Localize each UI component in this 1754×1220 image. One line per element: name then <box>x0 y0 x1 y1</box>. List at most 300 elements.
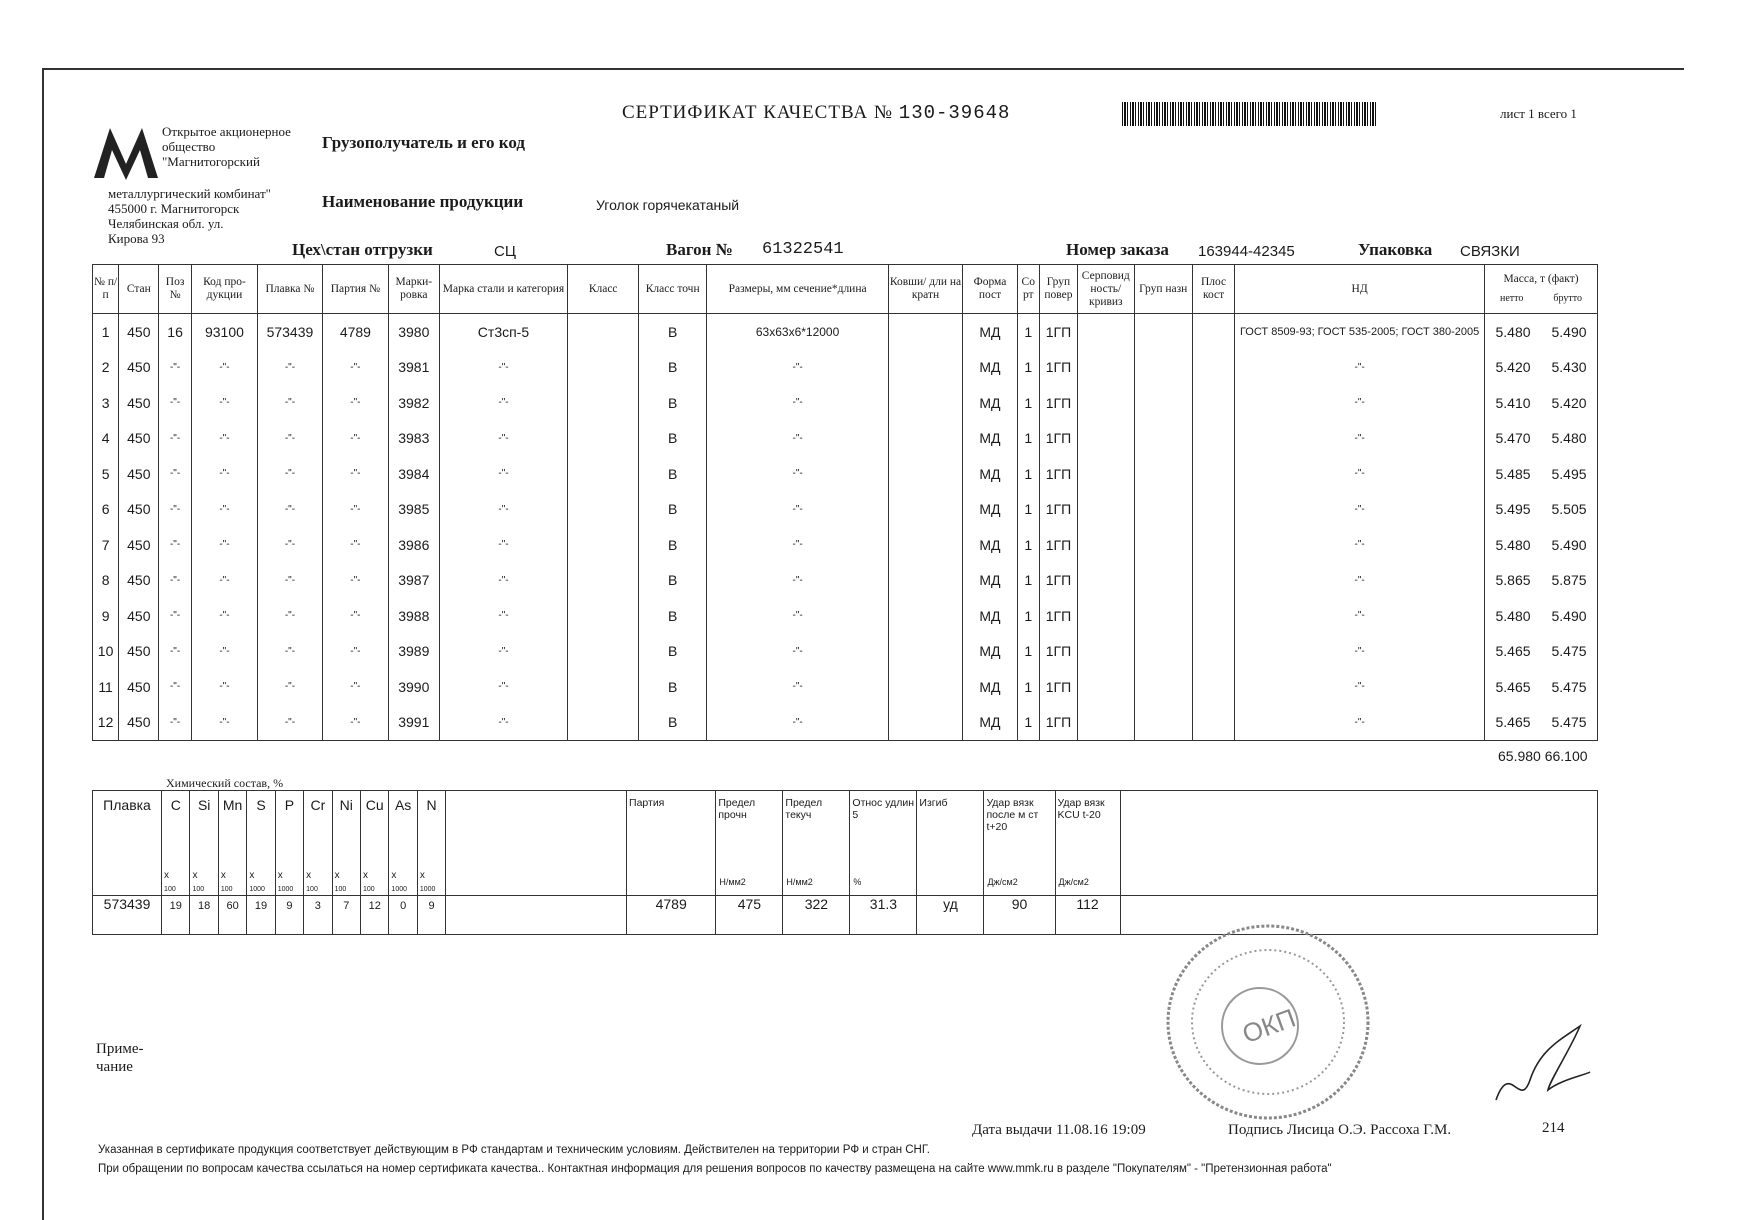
netto-cell: 5.410 <box>1495 394 1531 411</box>
cell-empty <box>1134 385 1192 421</box>
cell-nd: -"- <box>1235 421 1485 457</box>
cell-plavka: -"- <box>258 705 322 741</box>
mass-cell <box>1485 492 1598 528</box>
cell-nd: -"- <box>1235 350 1485 386</box>
plavka-label: Плавка <box>103 797 151 813</box>
mech-header <box>917 791 984 896</box>
cell-sort: 1 <box>1017 527 1039 563</box>
element-scale: 1000 <box>391 886 407 893</box>
cell-empty <box>568 634 639 670</box>
col-header: Поз № <box>159 265 191 314</box>
cell-forma: МД <box>963 385 1017 421</box>
mass-cell <box>1485 421 1598 457</box>
cell-kod: -"- <box>191 492 257 528</box>
cell-size: 63х63х6*12000 <box>707 314 888 350</box>
chem-value <box>218 896 246 935</box>
col-header: Плавка № <box>258 265 322 314</box>
cell-steel: -"- <box>439 421 568 457</box>
packing-label: Упаковка <box>1358 240 1433 259</box>
signature-scribble <box>1490 1020 1600 1110</box>
element-value: 9 <box>286 900 293 912</box>
col-header: Размеры, мм сечение*длина <box>707 265 888 314</box>
element-value: 12 <box>368 900 381 912</box>
cell-empty <box>568 421 639 457</box>
chem-value <box>247 896 275 935</box>
cell-empty <box>1192 705 1234 741</box>
netto-label: нетто <box>1500 293 1524 304</box>
cell-nd: -"- <box>1235 598 1485 634</box>
cell-sort: 1 <box>1017 634 1039 670</box>
element-label: P <box>284 797 295 813</box>
col-header: Ковши/ дли на кратн <box>888 265 963 314</box>
cell-empty <box>888 705 963 741</box>
mech-value: уд <box>943 896 958 912</box>
cell-forma: МД <box>963 634 1017 670</box>
signature-number: 214 <box>1542 1120 1565 1136</box>
cell-n: 2 <box>93 350 119 386</box>
cell-partiya: -"- <box>322 421 388 457</box>
cell-empty <box>568 563 639 599</box>
cell-forma: МД <box>963 669 1017 705</box>
cell-mark: 3987 <box>389 563 439 599</box>
mech-value <box>850 896 917 935</box>
chem-element-header: S x 1000 <box>247 791 275 896</box>
cell-mark: 3986 <box>389 527 439 563</box>
cell-size: -"- <box>707 634 888 670</box>
cell-empty <box>1134 669 1192 705</box>
cell-partiya: -"- <box>322 385 388 421</box>
cell-partiya: -"- <box>322 634 388 670</box>
cell-kod: 93100 <box>191 314 257 350</box>
main-table <box>92 264 1598 741</box>
cell-empty <box>568 669 639 705</box>
chem-spacer <box>446 791 627 896</box>
chem-value <box>389 896 417 935</box>
brutto-cell: 5.480 <box>1551 430 1587 447</box>
cell-mark: 3991 <box>389 705 439 741</box>
element-label: C <box>170 797 181 813</box>
cell-mark: 3980 <box>389 314 439 350</box>
mech-label: Относ удлин 5 <box>852 797 915 821</box>
element-value: 3 <box>314 900 321 912</box>
cell-size: -"- <box>707 421 888 457</box>
element-value: 7 <box>343 900 350 912</box>
footer-line-2: При обращении по вопросам качества ссылаться на номер сертификата качества.. Контактная информация для решения вопросов по качеству размещена на сайте www.mmk.ru в разделе "Покупателям" - "Претензионная работа" <box>98 1163 1332 1175</box>
element-scale: 100 <box>363 886 375 893</box>
mass-cell <box>1485 456 1598 492</box>
cell-stan: 450 <box>119 669 159 705</box>
cell-plavka: 573439 <box>258 314 322 350</box>
okp-stamp <box>1160 918 1380 1128</box>
cell-forma: МД <box>963 492 1017 528</box>
cell-kod: -"- <box>191 705 257 741</box>
chem-spacer <box>1120 791 1598 896</box>
issue-date-value: 11.08.16 19:09 <box>1055 1122 1146 1138</box>
cell-stan: 450 <box>119 598 159 634</box>
mech-header <box>1055 791 1120 896</box>
cell-empty <box>568 492 639 528</box>
cell-kl: В <box>638 314 707 350</box>
col-header: Код про-дукции <box>191 265 257 314</box>
table-row <box>93 385 1598 421</box>
cell-nd: -"- <box>1235 456 1485 492</box>
chem-element-header: As x 1000 <box>389 791 417 896</box>
note-label: Приме- чание <box>96 1041 144 1075</box>
cell-sort: 1 <box>1017 350 1039 386</box>
col-header: Партия № <box>322 265 388 314</box>
chem-value <box>304 896 332 935</box>
mass-cell <box>1485 669 1598 705</box>
cell-poz: -"- <box>159 456 191 492</box>
cell-grp: 1ГП <box>1039 527 1077 563</box>
mech-unit: Дж/см2 <box>1058 877 1089 887</box>
mech-header <box>783 791 850 896</box>
element-label: As <box>394 797 412 813</box>
cell-poz: -"- <box>159 385 191 421</box>
cell-grp: 1ГП <box>1039 669 1077 705</box>
cell-kod: -"- <box>191 563 257 599</box>
packing-value: СВЯЗКИ <box>1460 243 1520 260</box>
netto-cell: 5.470 <box>1495 430 1531 447</box>
netto-cell: 5.420 <box>1495 359 1531 376</box>
cell-n: 11 <box>93 669 119 705</box>
chem-plavka-value <box>93 896 162 935</box>
cell-plavka: -"- <box>258 456 322 492</box>
table-row <box>93 527 1598 563</box>
cell-forma: МД <box>963 598 1017 634</box>
element-value: 60 <box>226 900 239 912</box>
chem-value <box>275 896 303 935</box>
cell-stan: 450 <box>119 634 159 670</box>
cell-sort: 1 <box>1017 563 1039 599</box>
cell-empty <box>1192 456 1234 492</box>
cell-empty <box>888 421 963 457</box>
cell-empty <box>1078 563 1134 599</box>
mass-title: Масса, т (факт) <box>1503 273 1579 285</box>
cell-kod: -"- <box>191 669 257 705</box>
col-header: НД <box>1235 265 1485 314</box>
cell-empty <box>568 705 639 741</box>
cell-empty <box>888 527 963 563</box>
chem-element-header: C x 100 <box>162 791 190 896</box>
cell-poz: -"- <box>159 705 191 741</box>
cell-nd: -"- <box>1235 563 1485 599</box>
cell-plavka: -"- <box>258 598 322 634</box>
cell-empty <box>888 492 963 528</box>
cell-empty <box>1192 669 1234 705</box>
cell-empty <box>888 669 963 705</box>
cell-poz: 16 <box>159 314 191 350</box>
cell-partiya: -"- <box>322 527 388 563</box>
cell-forma: МД <box>963 705 1017 741</box>
cell-kod: -"- <box>191 598 257 634</box>
plavka-value: 573439 <box>103 896 151 912</box>
cell-size: -"- <box>707 669 888 705</box>
cell-mark: 3981 <box>389 350 439 386</box>
cell-steel: -"- <box>439 456 568 492</box>
mech-value: 4789 <box>655 896 687 912</box>
cell-kl: В <box>638 669 707 705</box>
product-value: Уголок горячекатаный <box>596 197 740 213</box>
netto-cell: 5.485 <box>1495 465 1531 482</box>
mech-label: Удар вязк после м ст t+20 <box>986 797 1039 833</box>
cell-forma: МД <box>963 421 1017 457</box>
cell-empty <box>1134 456 1192 492</box>
cell-grp: 1ГП <box>1039 314 1077 350</box>
mech-unit: Н/мм2 <box>786 877 813 887</box>
cell-partiya: -"- <box>322 492 388 528</box>
cell-empty <box>888 598 963 634</box>
col-header: Плос кост <box>1192 265 1234 314</box>
cell-empty <box>1192 492 1234 528</box>
cell-poz: -"- <box>159 421 191 457</box>
brutto-label: брутто <box>1553 293 1582 304</box>
stamp-text: ОКП <box>1238 1002 1300 1050</box>
certificate-title: СЕРТИФИКАТ КАЧЕСТВА № 130-39648 <box>622 102 1011 124</box>
cell-empty <box>1192 350 1234 386</box>
element-scale: 100 <box>192 886 205 893</box>
cell-empty <box>568 456 639 492</box>
shop-value: СЦ <box>494 243 516 260</box>
cell-mark: 3984 <box>389 456 439 492</box>
cell-kl: В <box>638 456 707 492</box>
cell-kl: В <box>638 385 707 421</box>
cell-n: 1 <box>93 314 119 350</box>
chem-element-header: Ni x 100 <box>332 791 360 896</box>
cell-mark: 3990 <box>389 669 439 705</box>
main-table-header <box>93 265 1598 314</box>
cell-empty <box>1078 456 1134 492</box>
netto-cell: 5.465 <box>1495 714 1531 731</box>
cell-sort: 1 <box>1017 669 1039 705</box>
cell-kl: В <box>638 598 707 634</box>
cell-size: -"- <box>707 705 888 741</box>
mech-value <box>783 896 850 935</box>
cell-poz: -"- <box>159 527 191 563</box>
cell-empty <box>1078 527 1134 563</box>
cell-grp: 1ГП <box>1039 634 1077 670</box>
element-value: 19 <box>254 900 268 912</box>
cell-empty <box>1134 421 1192 457</box>
footer-line-1: Указанная в сертификате продукция соответствует действующим в РФ стандартам и техническим условиям. Действителен на территории РФ и стран СНГ. <box>98 1144 930 1156</box>
mech-value <box>984 896 1055 935</box>
netto-cell: 5.465 <box>1495 643 1531 660</box>
brutto-cell: 5.875 <box>1551 572 1587 589</box>
netto-cell: 5.480 <box>1495 536 1531 553</box>
cell-steel: -"- <box>439 527 568 563</box>
mech-value <box>627 896 716 935</box>
wagon-value: 61322541 <box>762 240 844 259</box>
cell-forma: МД <box>963 350 1017 386</box>
brutto-cell: 5.490 <box>1551 536 1587 553</box>
col-header: Стан <box>119 265 159 314</box>
brutto-cell: 5.490 <box>1551 607 1587 624</box>
netto-cell: 5.495 <box>1495 501 1531 518</box>
mass-cell <box>1485 385 1598 421</box>
cell-nd: -"- <box>1235 669 1485 705</box>
cell-stan: 450 <box>119 314 159 350</box>
cell-poz: -"- <box>159 563 191 599</box>
cell-empty <box>888 563 963 599</box>
cell-plavka: -"- <box>258 385 322 421</box>
brutto-cell: 5.490 <box>1551 323 1587 340</box>
issue-date-label: Дата выдачи <box>972 1122 1053 1138</box>
cell-empty <box>888 314 963 350</box>
mech-value: 112 <box>1076 896 1099 912</box>
cell-mark: 3985 <box>389 492 439 528</box>
cell-steel: -"- <box>439 705 568 741</box>
cell-stan: 450 <box>119 492 159 528</box>
brutto-cell: 5.495 <box>1551 465 1587 482</box>
cell-stan: 450 <box>119 705 159 741</box>
element-label: Mn <box>222 797 243 813</box>
mass-cell <box>1485 350 1598 386</box>
chem-element-header: P x 1000 <box>275 791 303 896</box>
cell-empty <box>568 314 639 350</box>
barcode <box>1122 102 1378 126</box>
cell-grp: 1ГП <box>1039 492 1077 528</box>
brutto-cell: 5.475 <box>1551 678 1587 695</box>
cell-empty <box>568 598 639 634</box>
brutto-cell: 5.475 <box>1551 714 1587 731</box>
mass-cell <box>1485 705 1598 741</box>
cell-steel: -"- <box>439 385 568 421</box>
element-label: N <box>426 797 437 813</box>
cell-kod: -"- <box>191 456 257 492</box>
cell-size: -"- <box>707 598 888 634</box>
chem-value <box>332 896 360 935</box>
cell-empty <box>1078 598 1134 634</box>
cell-sort: 1 <box>1017 456 1039 492</box>
cell-stan: 450 <box>119 527 159 563</box>
netto-cell: 5.480 <box>1495 323 1531 340</box>
sheet-count: лист 1 всего 1 <box>1500 106 1577 121</box>
cell-empty <box>568 385 639 421</box>
cell-forma: МД <box>963 563 1017 599</box>
table-row <box>93 314 1598 350</box>
cell-empty <box>1134 634 1192 670</box>
cell-empty <box>1134 527 1192 563</box>
chem-value <box>190 896 218 935</box>
cell-empty <box>1078 669 1134 705</box>
table-row <box>93 456 1598 492</box>
mmk-logo <box>92 124 160 180</box>
cell-empty <box>1134 314 1192 350</box>
table-row <box>93 563 1598 599</box>
table-row <box>93 350 1598 386</box>
element-value: 0 <box>400 900 407 912</box>
cell-stan: 450 <box>119 456 159 492</box>
cell-poz: -"- <box>159 492 191 528</box>
mech-unit: % <box>853 877 862 887</box>
signature-label: Подпись <box>1228 1122 1284 1138</box>
cell-steel: -"- <box>439 350 568 386</box>
cell-steel: -"- <box>439 492 568 528</box>
total-netto: 65.980 <box>1498 748 1541 764</box>
element-scale: 1000 <box>419 886 436 893</box>
company-address-2: металлургический комбинат" 455000 г. Магнитогорск Челябинская обл. ул. Кирова 93 <box>108 186 271 246</box>
cell-grp: 1ГП <box>1039 385 1077 421</box>
cell-poz: -"- <box>159 634 191 670</box>
cell-size: -"- <box>707 385 888 421</box>
cell-grp: 1ГП <box>1039 705 1077 741</box>
cell-size: -"- <box>707 456 888 492</box>
cell-size: -"- <box>707 492 888 528</box>
cell-mark: 3988 <box>389 598 439 634</box>
mech-value: 322 <box>804 896 829 912</box>
cell-kl: В <box>638 527 707 563</box>
cell-kl: В <box>638 634 707 670</box>
cell-empty <box>888 385 963 421</box>
wagon-label: Вагон № <box>666 240 733 259</box>
mech-header <box>984 791 1055 896</box>
cell-grp: 1ГП <box>1039 456 1077 492</box>
chem-table <box>92 790 1598 935</box>
element-scale: 1000 <box>277 886 294 893</box>
cell-empty <box>1078 492 1134 528</box>
table-row <box>93 492 1598 528</box>
chem-element-header: Cu x 100 <box>361 791 389 896</box>
cell-sort: 1 <box>1017 385 1039 421</box>
cell-size: -"- <box>707 527 888 563</box>
element-scale: 100 <box>220 886 233 893</box>
col-header: Груп назн <box>1134 265 1192 314</box>
col-header: Форма пост <box>963 265 1017 314</box>
mech-value <box>917 896 984 935</box>
col-header: Груп повер <box>1039 265 1077 314</box>
netto-cell: 5.865 <box>1495 572 1531 589</box>
cell-kod: -"- <box>191 350 257 386</box>
chem-element-header: Mn x 100 <box>218 791 246 896</box>
netto-cell: 5.465 <box>1495 678 1531 695</box>
cell-forma: МД <box>963 314 1017 350</box>
cell-empty <box>1134 598 1192 634</box>
chem-value <box>361 896 389 935</box>
col-header: Марки-ровка <box>389 265 439 314</box>
cell-grp: 1ГП <box>1039 350 1077 386</box>
col-header: Серповид ность/кривиз <box>1078 265 1134 314</box>
cell-kl: В <box>638 492 707 528</box>
element-label: Cr <box>310 797 326 813</box>
signers: Лисица О.Э. Рассоха Г.М. <box>1286 1122 1452 1138</box>
cell-nd: -"- <box>1235 634 1485 670</box>
brutto-cell: 5.430 <box>1551 359 1587 376</box>
order-label: Номер заказа <box>1066 240 1169 259</box>
cell-partiya: -"- <box>322 563 388 599</box>
cell-empty <box>568 527 639 563</box>
mass-header <box>1485 265 1598 314</box>
cell-empty <box>1134 492 1192 528</box>
cell-empty <box>1192 385 1234 421</box>
col-header: № п/п <box>93 265 119 314</box>
table-row <box>93 598 1598 634</box>
cell-partiya: -"- <box>322 350 388 386</box>
cell-n: 7 <box>93 527 119 563</box>
cell-size: -"- <box>707 563 888 599</box>
cell-steel: -"- <box>439 669 568 705</box>
cell-steel: Ст3сп-5 <box>439 314 568 350</box>
cell-nd: -"- <box>1235 705 1485 741</box>
cell-partiya: -"- <box>322 705 388 741</box>
cell-grp: 1ГП <box>1039 563 1077 599</box>
chem-title: Химический состав, % <box>166 776 284 790</box>
mech-header <box>850 791 917 896</box>
cell-n: 12 <box>93 705 119 741</box>
cell-poz: -"- <box>159 598 191 634</box>
cell-plavka: -"- <box>258 563 322 599</box>
element-scale: 100 <box>164 886 176 893</box>
cell-empty <box>888 634 963 670</box>
